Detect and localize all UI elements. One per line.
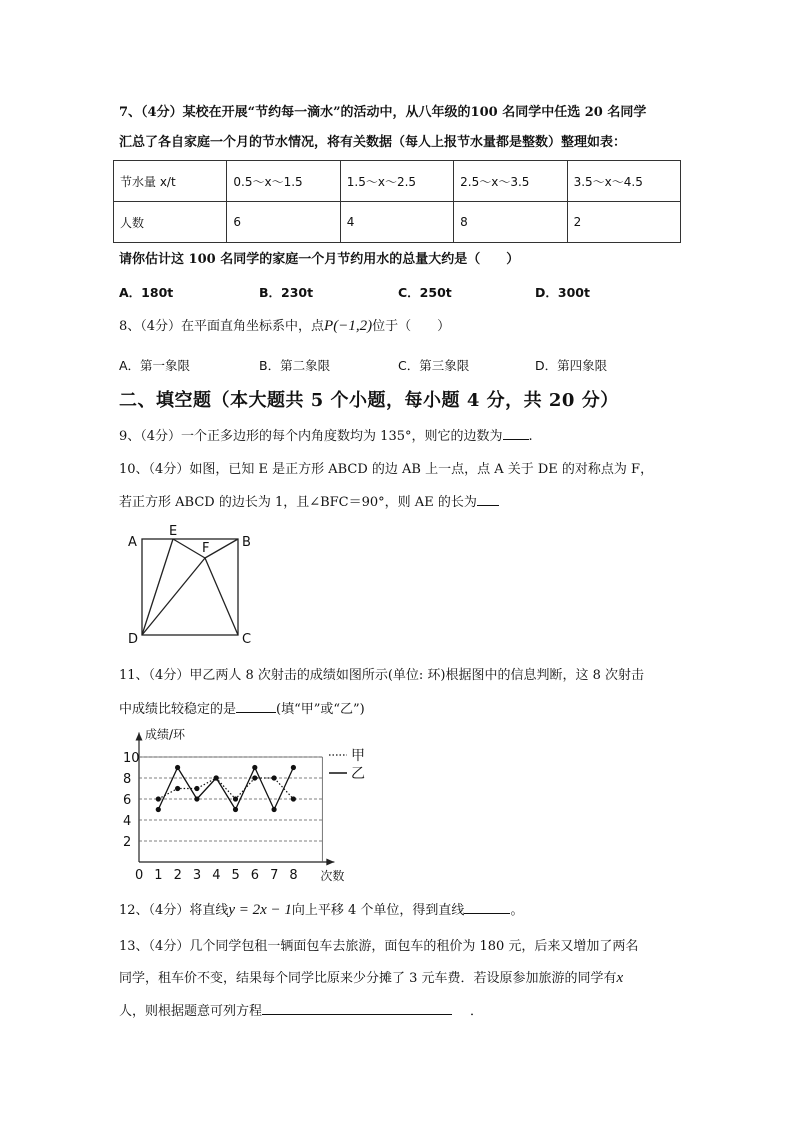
data-point: [252, 765, 257, 770]
q11-line2b: (填“甲”或“乙”): [276, 702, 365, 717]
q13-line3: [119, 1002, 483, 1021]
label-a: A: [128, 535, 137, 550]
x-tick-label: 2: [173, 868, 182, 883]
section-title: 二、填空题（本大题共 5 个小题，每小题 4 分，共 20 分）: [119, 390, 619, 411]
q10-line1: 10、（4分）如图，已知 E 是正方形 ABCD 的边 AB 上一点，点 A 关于 DE 的对称点为 F，: [119, 462, 654, 477]
segment-de: [142, 539, 173, 635]
q12-text-b: 向上平移 4 个单位，得到直线: [291, 903, 465, 918]
segment-ef: [173, 539, 205, 558]
data-point: [214, 775, 219, 780]
table-cell: 节水量 x/t: [114, 161, 227, 202]
table-cell: 0.5～x～1.5: [227, 161, 340, 202]
q9-answer-blank[interactable]: [503, 427, 529, 440]
series-line-jia: [158, 778, 293, 799]
legend-label-yi: 乙: [351, 766, 365, 782]
x-tick-label: 4: [212, 868, 221, 883]
q8-point: P(−1,2): [324, 318, 373, 334]
q12-line: [119, 901, 523, 920]
q11-answer-blank[interactable]: [236, 700, 276, 713]
data-point: [214, 775, 219, 780]
y-tick-label: 4: [123, 814, 132, 829]
x-tick-label: 6: [250, 868, 260, 883]
y-tick-label: 2: [123, 835, 132, 850]
table-cell: 4: [340, 202, 453, 243]
q7-line2: 汇总了各自家庭一个月的节水情况，将有关数据（每人上报节水量都是整数）整理如表：: [119, 135, 627, 150]
q10-answer-blank[interactable]: [477, 493, 499, 506]
table-cell: 6: [227, 202, 340, 243]
q13-answer-blank[interactable]: [262, 1002, 452, 1015]
data-point: [272, 775, 277, 780]
q8-option-b: B．第二象限: [259, 358, 331, 373]
table-row: [114, 202, 681, 243]
data-point: [194, 796, 199, 801]
y-tick-label: 6: [123, 793, 132, 808]
data-point: [194, 786, 199, 791]
y-axis-label: 成绩/环: [145, 727, 186, 742]
table-cell: 2.5～x～3.5: [454, 161, 567, 202]
label-f: F: [202, 541, 210, 556]
water-saving-table: [113, 160, 681, 243]
q8-text-b: 位于（ ）: [372, 319, 451, 334]
x-tick-label: 0: [135, 868, 144, 883]
q11-line2a: 中成绩比较稳定的是: [119, 702, 237, 717]
q13-line3a: 人，则根据题意可列方程: [119, 1004, 263, 1019]
q7-option-d: D．300t: [535, 285, 590, 300]
q8-option-a: A．第一象限: [119, 358, 191, 373]
q13-var: x: [616, 970, 624, 986]
segment-bf: [205, 539, 238, 558]
q12-end: 。: [510, 903, 524, 918]
x-axis-label: 次数: [320, 869, 345, 883]
q13-end: ．: [470, 1004, 484, 1019]
x-tick-label: 1: [154, 868, 163, 883]
x-axis-arrow: [326, 859, 334, 866]
y-tick-label: 8: [123, 772, 132, 787]
q7-line1: 7、（4分）某校在开展“节约每一滴水”的活动中，从八年级的100 名同学中任选 20 名同学: [119, 105, 647, 120]
series-line-yi: [158, 768, 293, 810]
q9-text: 9、（4分）一个正多边形的每个内角度数均为 135°，则它的边数为: [119, 429, 503, 444]
q9-line: [119, 427, 533, 446]
data-point: [156, 807, 161, 812]
label-c: C: [242, 632, 252, 647]
x-tick-label: 8: [289, 868, 298, 883]
data-point: [272, 807, 277, 812]
data-point: [233, 796, 238, 801]
q8-line: [119, 317, 450, 336]
x-tick-label: 5: [231, 868, 240, 883]
q8-option-c: C．第三象限: [398, 358, 470, 373]
q8-option-d: D．第四象限: [535, 358, 608, 373]
q9-end: .: [528, 429, 533, 444]
q12-text-a: 12、（4分）将直线: [119, 903, 229, 918]
q13-line1: 13、（4分）几个同学包租一辆面包车去旅游，面包车的租价为 180 元，后来又增加了两名: [119, 939, 639, 954]
table-cell: 2: [567, 202, 680, 243]
label-e: E: [169, 524, 178, 539]
y-axis-arrow: [136, 733, 143, 741]
q10-line2: [119, 493, 499, 512]
data-point: [233, 807, 238, 812]
y-tick-label: 10: [123, 751, 140, 766]
square-abcd: [142, 539, 238, 635]
table-cell: 1.5～x～2.5: [340, 161, 453, 202]
segment-df: [142, 558, 205, 635]
q10-line2-text: 若正方形 ABCD 的边长为 1，且∠BFC＝90°，则 AE 的长为: [119, 495, 477, 510]
q11-line2: [119, 700, 365, 719]
q12-formula: y = 2x − 1: [228, 902, 292, 918]
q13-line2a: 同学，租车价不变，结果每个同学比原来少分摊了 3 元车费．若设原参加旅游的同学有: [119, 971, 617, 986]
q11-line1: 11、（4分）甲乙两人 8 次射击的成绩如图所示(单位: 环)根据图中的信息判断，这 8 次射击: [119, 668, 645, 683]
data-point: [175, 786, 180, 791]
table-row: [114, 161, 681, 202]
data-point: [175, 765, 180, 770]
x-tick-label: 7: [270, 868, 279, 883]
data-point: [156, 796, 161, 801]
legend-label-jia: 甲: [351, 748, 365, 764]
data-point: [252, 775, 257, 780]
label-d: D: [128, 632, 139, 647]
q7-question: 请你估计这 100 名同学的家庭一个月节约用水的总量大约是（ ）: [119, 252, 520, 267]
table-cell: 8: [454, 202, 567, 243]
q13-line2: [119, 969, 623, 988]
table-cell: 人数: [114, 202, 227, 243]
segment-cf: [205, 558, 238, 635]
x-tick-label: 3: [192, 868, 202, 883]
q8-text-a: 8、（4分）在平面直角坐标系中，点: [119, 319, 325, 334]
data-point: [291, 765, 296, 770]
label-b: B: [242, 535, 251, 550]
q12-answer-blank[interactable]: [464, 901, 510, 914]
table-cell: 3.5～x～4.5: [567, 161, 680, 202]
q7-option-a: A．180t: [119, 285, 174, 300]
q7-option-c: C．250t: [398, 285, 452, 300]
data-point: [291, 796, 296, 801]
q7-option-b: B．230t: [259, 285, 314, 300]
